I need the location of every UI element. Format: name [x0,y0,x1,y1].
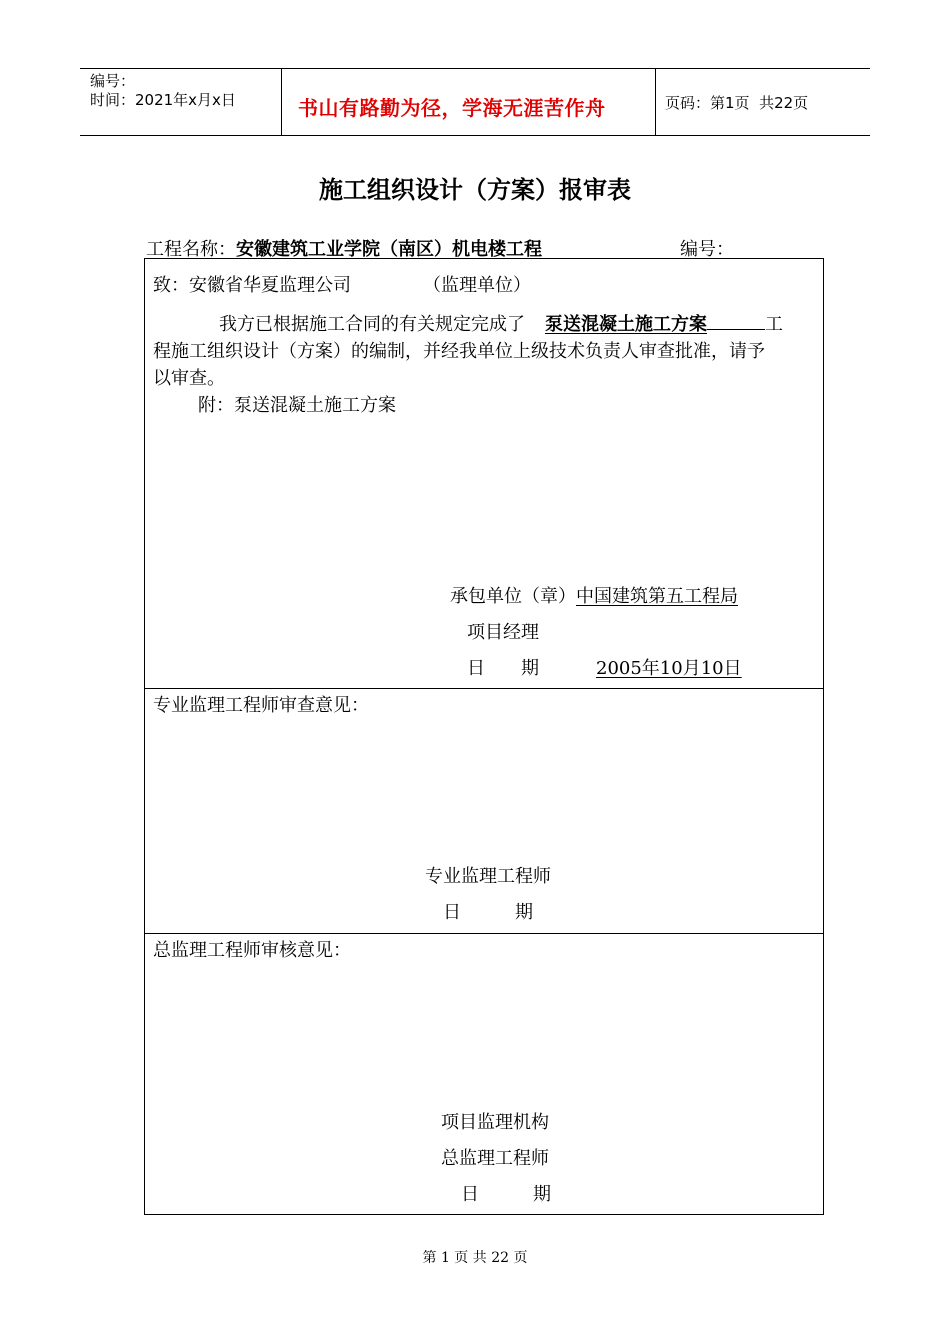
chief-engineer-label: 总监理工程师 [441,1148,549,1169]
paragraph-line-2: 程施工组织设计（方案）的编制，并经我单位上级技术负责人审查批准，请予 [153,341,765,362]
submission-date-text: 2005年10月10日 [596,658,742,679]
submission-date-value [539,655,787,682]
header-motto: 书山有路勤为径，学海无涯苦作舟 [298,96,606,120]
recipient-line [153,272,351,299]
submission-section [144,258,824,689]
page-footer: 第 1 页 共 22 页 [422,1250,528,1266]
paragraph-start: 我方已根据施工合同的有关规定完成了 [219,314,525,335]
paragraph-end-1: 工 [765,314,783,335]
header-top-rule [80,68,870,69]
engineer-label: 专业监理工程师 [425,866,551,887]
contractor-line [450,583,738,610]
header-divider-right [655,68,656,136]
contractor-label: 承包单位（章） [450,586,576,607]
paragraph-line-1 [153,311,821,338]
contractor-name: 中国建筑第五工程局 [576,586,738,607]
header-page-label: 页码：第1页 共22页 [665,94,809,112]
recipient-name: 致：安徽省华夏监理公司 [153,275,351,296]
submission-paragraph [153,311,821,419]
chief-review-title: 总监理工程师审核意见： [153,940,351,961]
recipient-unit: （监理单位） [423,275,531,296]
project-manager-label: 项目经理 [467,622,539,643]
chief-review-section [144,933,824,1215]
project-number-label: 编号： [680,239,734,260]
supervision-org-label: 项目监理机构 [441,1112,549,1133]
engineer-date-label: 日 期 [443,902,533,923]
header-bottom-rule [80,135,870,136]
submission-date-label: 日 期 [467,658,539,679]
attachment-line: 附：泵送混凝土施工方案 [198,395,396,416]
header-time-label: 时间：2021年x月x日 [90,91,236,109]
project-name-value: 安徽建筑工业学院（南区）机电楼工程 [236,239,542,260]
header-number-label: 编号： [90,72,136,90]
plan-name: 泵送混凝土施工方案 [545,314,707,335]
page-title: 施工组织设计（方案）报审表 [319,175,631,204]
header-divider-left [281,68,282,136]
paragraph-line-3: 以审查。 [153,368,225,389]
engineer-review-section [144,688,824,934]
engineer-review-title: 专业监理工程师审查意见： [153,695,369,716]
submission-date-line [467,655,787,682]
plan-name-filler [707,311,765,330]
project-name-label: 工程名称： [146,239,236,260]
chief-date-label: 日 期 [461,1184,551,1205]
